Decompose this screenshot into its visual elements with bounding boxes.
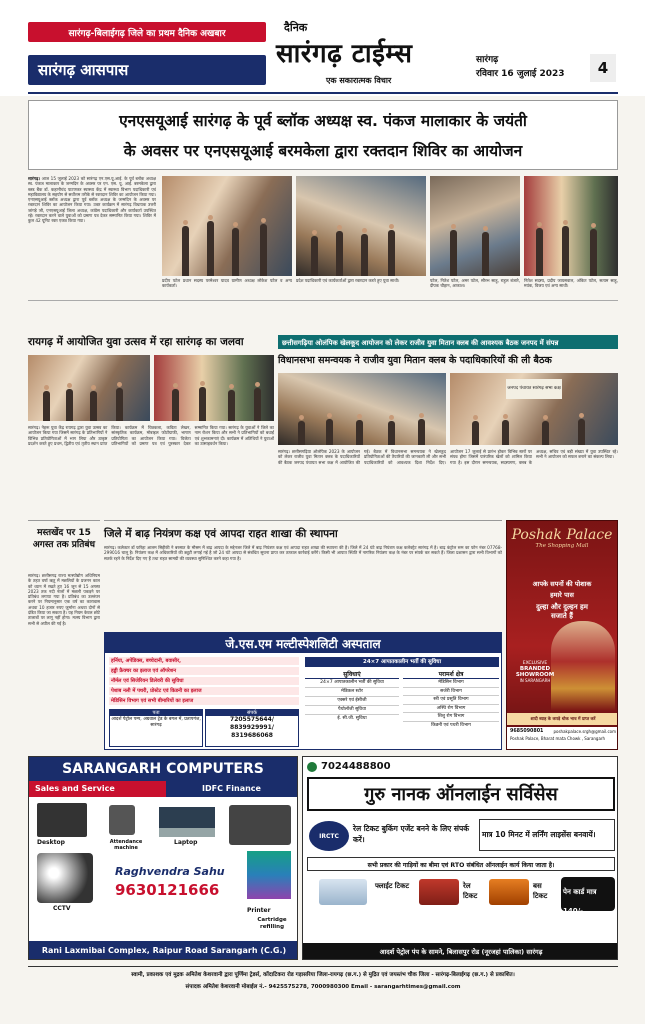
caption-4: नितेश सदस्य, प्रदीप जायसवाल, अंकित पटेल, सत्यम साहू, मयंक, विजय एवं अन्य साथी। — [524, 278, 618, 289]
photo-certificate — [162, 176, 292, 276]
gurunanak-phone-row — [307, 761, 391, 772]
bus-label: बस टिकट — [533, 882, 548, 900]
sabha-kaksh-board — [506, 379, 562, 399]
idfc-finance: IDFC Finance — [166, 781, 297, 797]
date: रविवार 16 जुलाई 2023 — [476, 69, 565, 79]
story1-body — [28, 176, 156, 358]
imprint-footer — [28, 966, 618, 996]
train-icon — [419, 879, 459, 905]
license-text: मात्र 10 मिनट में लर्निंग लाइसेंस बनवायें। — [482, 830, 596, 839]
badge-1: EXCLUSIVE — [522, 661, 548, 666]
photo-meeting-1 — [278, 373, 446, 445]
poshak-line-3: दुल्हा और दुल्हन हम — [536, 603, 588, 611]
story-yuva-utsav — [28, 335, 274, 515]
caption-3: पटेल, नितेश पटेल, अमर पटेल, सौरभ साहू, राहुल बंजारे, दीपक चौहान, आकाश। — [430, 278, 520, 289]
story-rajiv-mitan — [278, 335, 618, 515]
badge-3: SHOWROOM — [515, 672, 555, 678]
headline-box — [28, 100, 618, 170]
hospital-phone: 7205575644/ — [230, 716, 274, 723]
owner-name: Raghvendra Sahu — [115, 865, 225, 878]
hospital-title-bar — [105, 633, 501, 653]
irctc-text: IRCTC — [319, 832, 339, 840]
hospital-address: आदर्श पेट्रोल पम्प, अग्रवाल ट्रेड के बगल में, प्रतापगंज, सारंगढ़ — [111, 717, 201, 728]
hospital-phone: 8839929991/ — [230, 724, 274, 731]
hospital-service-item: हड्डी फ्रैक्चर का इलाज एवं ऑपरेशन — [109, 667, 299, 675]
story3-kicker: छत्तीसगढ़िया ओलंपिक खेलकूद आयोजन को लेकर राजीव युवा मितान क्लब की आवश्यक बैठक जनपद में संपन्न — [282, 338, 559, 347]
headline-line-2: के अवसर पर एनएसयूआई बरमकेला द्वारा रक्तदान शिविर का आयोजन — [123, 142, 523, 160]
gurunanak-ad — [302, 756, 618, 960]
masthead-rule — [28, 92, 618, 94]
insurance-banner — [307, 857, 615, 871]
department-item: स्त्री एवं प्रसूति विभाग — [403, 696, 499, 705]
badge-2: BRANDED — [519, 666, 551, 672]
computers-title-bar — [29, 757, 297, 781]
ticket-agent: रेल टिकट बुकिंग एजेंट बनने के लिए संपर्क करें। — [353, 824, 470, 844]
story-fishing-ban — [28, 520, 100, 750]
license-box — [479, 819, 615, 851]
poshak-phone: 9685090801 — [510, 729, 544, 734]
facility-item: एक्सरे एवं ईसीजी — [305, 697, 399, 706]
poshak-line-2: हमारे पास — [550, 591, 574, 599]
hospital-service-item: नॉर्मल एवं सिजेरियन डिलेवरी की सुविधा — [109, 677, 299, 685]
computers-ad — [28, 756, 298, 960]
photo-donor-bed — [430, 176, 520, 276]
hospital-title: जे.एस.एम मल्टीस्पेशलिटी अस्पताल — [225, 636, 381, 651]
photo-yuva-1 — [28, 355, 150, 421]
product-cctv — [37, 853, 93, 903]
story2-headline: रायगढ़ में आयोजित युवा उत्सव में रहा सारंगढ़ का जलवा — [28, 336, 244, 348]
flight-label: फ्लाईट टिकट — [375, 882, 410, 890]
facility-item: 24×7 आपातकालीन भर्ती की सुविधा — [305, 679, 399, 688]
product-cctv-label: CCTV — [53, 905, 71, 912]
product-laptop — [159, 807, 215, 837]
hospital-facilities — [305, 670, 399, 723]
tagline: सारंगढ़-बिलाईगढ़ जिले का प्रथम दैनिक अखबार — [68, 28, 226, 39]
story3-body: सारंगढ़। छत्तीसगढ़िया ओलंपिक 2023 के आयोजन को लेकर राजीव युवा मितान क्लब के पदाधिकारियों की बैठक जनपद पंचायत सभा कक्ष में आयोजित की गई। बैठक में विधानसभा समन्वयक ने खेलकूद प्रतियोगिताओं की तैयारियों की जानकारी ली और सभी पदाधिकारियों को आवश्यक दिशा निर्देश दिए। आयोजन 17 जुलाई से प्रारंभ होकर विभिन्न स्तरों पर संपन्न होगा जिसमें पारंपरिक खेलों को शामिल किया गया है। इस दौरान समन्वयक, सदस्यगण, क्लब के अध्यक्ष, सचिव एवं बड़ी संख्या में युवा उपस्थित रहे। सभी ने आयोजन को सफल बनाने का संकल्प लिया। — [278, 449, 618, 465]
poshak-email: poshakpalace.srgh@gmail.com — [553, 729, 616, 734]
irctc-logo — [309, 821, 349, 851]
computers-title: SARANGARH COMPUTERS — [62, 761, 264, 777]
showroom-badge — [511, 661, 559, 683]
photo-meeting-2 — [450, 373, 618, 445]
page-number-text: 4 — [597, 59, 609, 77]
hospital-ad — [104, 632, 502, 750]
dainik-label: दैनिक — [284, 21, 308, 34]
headline-line-1: एनएसयूआई सारंगढ़ के पूर्व ब्लॉक अध्यक्ष स्व. पंकज मालाकार के जयंती — [119, 112, 527, 130]
computers-address: Rani Laxmibai Complex, Raipur Road Sarangarh (C.G.) — [41, 945, 287, 955]
tagline-strip — [28, 22, 266, 42]
poshak-name: Poshak Palace — [511, 527, 613, 543]
page-number — [590, 54, 616, 82]
facilities-heading: सुविधाएं — [305, 670, 399, 679]
badge-4: IN SARANGARH — [519, 678, 551, 683]
department-item: शिशु रोग विभाग — [403, 713, 499, 722]
hospital-phone: 8319686068 — [231, 732, 273, 739]
facility-item: पैथोलॉजी सुविधा — [305, 706, 399, 715]
caption-1: प्रदीप पटेल प्रधान सदस्य परमेश्वर यादव ग्रामीण अध्यक्ष लोकेश पटेल व अन्य कार्यकर्ता। — [162, 278, 292, 289]
owner-phone: 9630121666 — [115, 881, 220, 899]
poshak-address: Poshak Palace, Bharat mata Chowk , Sarangarh — [510, 736, 606, 741]
hospital-service-item: हर्निया, अपेंडिक्स, बच्चेदानी, बवासीर, — [109, 657, 299, 665]
sabha-kaksh-text: जनपद पंचायत सारंगढ़ सभा कक्ष — [507, 386, 561, 391]
product-desktop — [37, 803, 87, 837]
computers-address-bar — [29, 941, 298, 959]
poshak-palace-ad — [506, 520, 618, 750]
product-printer-label: Printer — [247, 907, 271, 914]
hospital-contact-box — [205, 709, 299, 747]
department-item: मेडिसिन विभाग — [403, 679, 499, 688]
gurunanak-title: गुरु नानक ऑनलाईन सर्विसेस — [364, 784, 558, 805]
section-title: सारंगढ़ आसपास — [38, 61, 129, 79]
story1-text: आज 15 जुलाई 2023 को सारंगढ़ एन.एस.यू.आई. के पूर्व ब्लॉक अध्यक्ष स्व. पंकज मालाकार के जन्मदिन के अवसर पर एन. एस. यू. आई. बरमकेला द्वारा ब्लड बैंक डॉ. कहानीचंद पाटणकर स्वास्थ्य केंद्र में स्वास्थ्य विभाग पदाधिकारी एवं महाविद्यालय के सहयोग से सर्वोत्तम तरीके से रक्तदान शिविर का आयोजन किया गया। एनएसयूआई ब्लॉक अध्यक्ष द्वारा पूर्व ब्लॉक अध्यक्ष के जन्मदिन के अवसर पर रक्तदान शिविर का आयोजन किया गया। उक्त कार्यक्रम में सारंगढ़ विधायक उत्तरी जांगड़े जी, एनएसयूआई जिला अध्यक्ष, कांग्रेस पदाधिकारी और कार्यकर्ता उपस्थित रहे। रक्तदान करने वाले युवाओं को प्रमाण पत्र देकर सम्मानित किया गया। शिविर में कुल 42 यूनिट रक्त एकत्र किया गया। — [28, 176, 156, 224]
hospital-service-item: मेडिसिन विभाग एवं सभी बीमारियों का इलाज — [109, 697, 299, 705]
hospital-address-heading: पता — [110, 710, 202, 716]
paper-title: सारंगढ़ टाईम्स — [276, 39, 413, 69]
pan-card-badge — [561, 877, 615, 915]
flight-icon — [319, 879, 367, 905]
story-flood-control — [104, 520, 502, 628]
poshak-sub: The Shopping Mall — [535, 543, 589, 549]
facility-item: ई. सी.जी. सुविधा — [337, 716, 367, 721]
photo-group-banner — [296, 176, 426, 276]
poshak-line-4: सजाते हैं — [551, 612, 573, 620]
poshak-footer: शादी ब्याह के कपड़े थोक भाव में प्राप्त करें — [530, 716, 596, 721]
gurunanak-phone: 7024488800 — [321, 761, 391, 772]
product-printer — [229, 805, 291, 845]
story4-body: सारंगढ़। छत्तीसगढ़ राज्य मत्स्योद्योग अधिनियम के तहत वर्षा ऋतु में मछलियों के प्रजनन काल को ध्यान में रखते हुए 16 जून से 15 अगस्त 2023 तक नदी नालों में मछली पकड़ने पर प्रतिबंध लगाया गया है। प्रतिबंध का उल्लंघन करने पर नियमानुसार एक वर्ष का कारावास अथवा 10 हजार रुपए जुर्माना अथवा दोनों से दंडित किया जा सकता है। यह नियम केवल छोटे तालाबों पर लागू नहीं होगा। मत्स्य विभाग द्वारा सभी से अपील की गई है। — [28, 573, 100, 626]
hospital-contact-heading: संपर्क — [206, 710, 298, 716]
imprint-line-2: संपादक अमितेश केशरवानी मोबाईल नं.- 9425575278, 7000980300 Email - sarangarhtimes@gmail.com — [185, 984, 461, 990]
photo-youth-leaders — [524, 176, 618, 276]
hospital-service-item: पेशाब नली में पथरी, प्रोस्टेट एवं किडनी का इलाज — [109, 687, 299, 695]
story1-divider — [28, 300, 618, 301]
place: सारंगढ़ — [476, 55, 499, 65]
hospital-services — [109, 657, 299, 707]
phone-icon — [307, 762, 317, 772]
story2-body: सारंगढ़। नेहरू युवा केंद्र रायगढ़ द्वारा युवा उत्सव का आयोजन किया गया जिसमें सारंगढ़ के प्रतिभागियों ने विभिन्न प्रतियोगिताओं में भाग लिया और उत्कृष्ट प्रदर्शन करते हुए प्रथम, द्वितीय एवं तृतीय स्थान प्राप्त किया। कार्यक्रम में चित्रकला, कविता लेखन, सांस्कृतिक कार्यक्रम, मोबाइल फोटोग्राफी, भाषण प्रतियोगिता का आयोजन किया गया। विजेता प्रतिभागियों को प्रमाण पत्र एवं पुरस्कार देकर सम्मानित किया गया। सारंगढ़ के युवाओं ने जिले का नाम रोशन किया और सभी ने प्रतिभागियों को बधाई एवं शुभकामनाएं दी। कार्यक्रम में अतिथियों ने युवाओं का उत्साहवर्धन किया। — [28, 425, 274, 446]
imprint-line-1: स्वामी, प्रकाशक एवं मुद्रक अमितेश केशरवानी द्वारा पूर्णिमा ट्रेडर्स, कोंदाटिकरा रोड गड़ासरिया जिला-रायगढ़ (छ.ग.) से मुद्रित एवं जयस्तंभ चौक जिला - सारंगढ़-बिलाईगढ़ (छ.ग.) से प्रकाशित। — [131, 972, 515, 978]
caption-2: प्रदेश पदाधिकारी एवं कार्यकर्ताओं द्वारा रक्तदान करते हुए युवा साथी। — [296, 278, 400, 283]
facility-item: मेडिकल स्टोर — [305, 688, 399, 697]
story1-dateline: सारंगढ़। — [28, 176, 40, 181]
gurunanak-address: आदर्श पेट्रोल पंप के सामने, बिलासपुर रोड (नूरजहां पालिका) सारंगढ़ — [379, 947, 543, 956]
photo-yuva-2 — [154, 355, 274, 421]
hospital-address-box — [109, 709, 203, 747]
story4-headline: मस्तखेंद पर 15 अगस्त तक प्रतिबंध — [32, 528, 96, 550]
department-item: किडनी एवं पथरी विभाग — [431, 722, 471, 728]
masthead — [0, 0, 645, 96]
gurunanak-address-bar — [303, 943, 618, 959]
product-laptop-label: Laptop — [174, 839, 198, 846]
paper-motto: एक सकारात्मक विचार — [326, 76, 392, 85]
product-cartridge-label: Cartridge refilling — [257, 917, 287, 930]
departments-heading: परामर्श क्षेत्र — [403, 670, 499, 679]
hospital-emergency: 24×7 आपातकालीन भर्ती की सुविधा — [305, 657, 499, 667]
department-item: अस्थि रोग विभाग — [403, 705, 499, 714]
product-cartridge — [247, 851, 291, 899]
product-desktop-label: Desktop — [37, 839, 65, 846]
hospital-departments — [403, 670, 499, 729]
department-item: सर्जरी विभाग — [403, 688, 499, 697]
pan-card-text: पेन कार्ड मात्र 140/- — [563, 888, 597, 915]
poshak-footer-bar — [507, 713, 618, 725]
story3-headline: विधानसभा समन्वयक ने राजीव युवा मितान क्लब के पदाधिकारियों की ली बैठक — [278, 355, 552, 366]
poshak-contact — [507, 727, 618, 750]
story5-body: सारंगढ़। कलेक्टर डॉ फरिहा आलम सिद्दीकी ने बरसात के मौसम में बाढ़ आपदा के मद्देनजर जिले में बाढ़ नियंत्रण कक्ष एवं आपदा राहत शाखा की स्थापना की है। जिले में 24 घंटे बाढ़ नियंत्रण कक्ष कलेक्ट्रेट सारंगढ़ में है। बाढ़ कंट्रोल रूम का फोन नंबर 07768-299016 चालू है। नियंत्रण कक्ष में अधिकारियों की ड्यूटी लगाई गई है जो 24 घंटे आपदा से संबंधित सूचना प्राप्त कर तत्काल कार्रवाई करेंगे। किसी भी आपात स्थिति में नागरिक नियंत्रण कक्ष के नंबर पर संपर्क कर सकते हैं। जिला प्रशासन द्वारा सभी विभागों को सतर्क रहने के निर्देश दिए गए हैं तथा राहत सामग्री की व्यवस्था सुनिश्चित करने कहा गया है। — [104, 545, 502, 561]
gurunanak-title-box — [307, 777, 615, 811]
story-blood-donation — [28, 100, 618, 360]
poshak-line-1: आपके सपनों की पोशाक — [532, 580, 592, 588]
section-strip — [28, 55, 266, 85]
rail-label: रेल टिकट — [463, 882, 478, 900]
bus-icon — [489, 879, 529, 905]
couple-illustration — [551, 621, 615, 711]
product-attendance-label: Attendance machine — [109, 839, 143, 851]
sales-service: Sales and Service — [29, 781, 166, 797]
product-attendance — [109, 805, 135, 835]
story5-headline: जिले में बाढ़ नियंत्रण कक्ष एवं आपदा राहत शाखा की स्थापना — [104, 528, 338, 540]
story3-kicker-bar — [278, 335, 618, 349]
insurance-text: सभी प्रकार की गाड़ियों का बीमा एवं RTO संबंधित ऑनलाईन कार्य किया जाता है। — [367, 861, 555, 869]
